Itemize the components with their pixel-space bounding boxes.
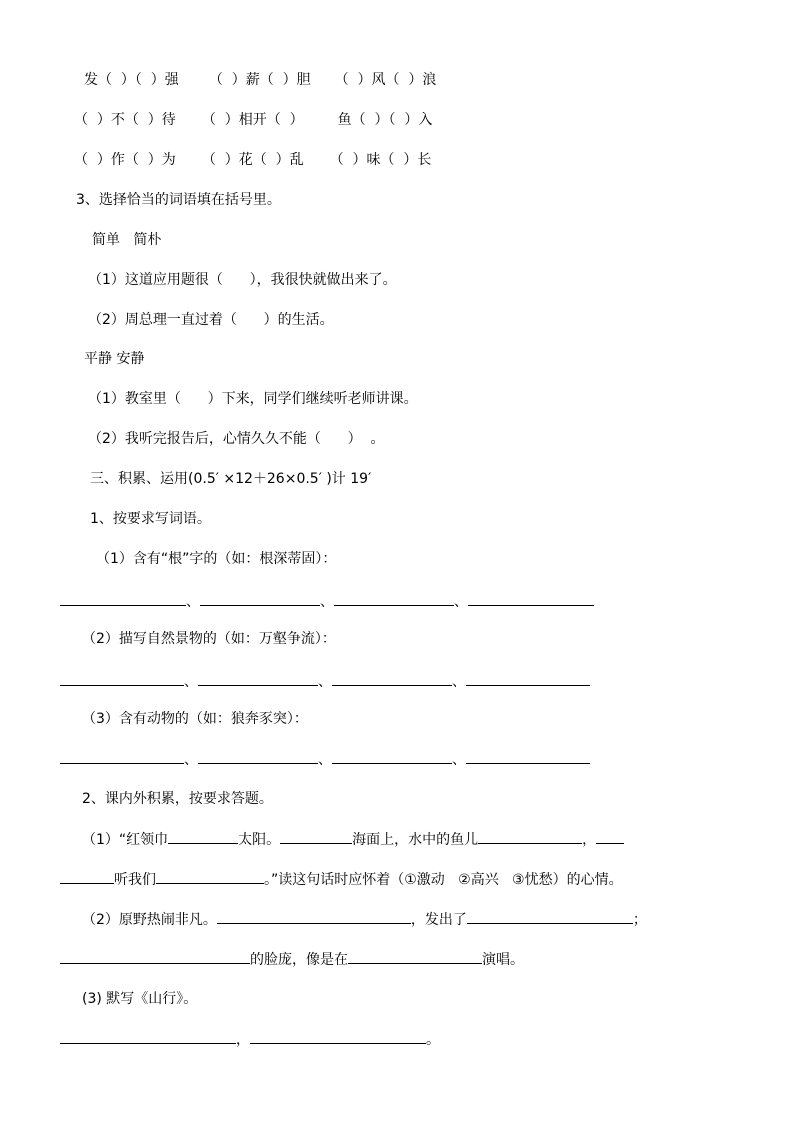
answer-blank[interactable] — [60, 869, 114, 884]
answer-blank[interactable] — [200, 591, 320, 606]
question-simple-1: （1）这道应用题很（ ），我很快就做出来了。 — [88, 272, 397, 288]
answer-blank[interactable] — [60, 671, 184, 686]
idiom-row-1 — [84, 70, 436, 90]
part-3-title: 三、积累、运用(0.5′ ×12＋26×0.5′ )计 19′ — [90, 471, 372, 487]
item-2-title: 2、课内外积累，按要求答题。 — [82, 791, 273, 807]
item-1-sub-3: （3）含有动物的（如：狼奔豕突）： — [82, 711, 308, 727]
answer-blank[interactable] — [280, 829, 352, 844]
idiom-fill-6: 鱼（ ）（ ）入 — [337, 112, 433, 128]
answer-blank[interactable] — [60, 591, 186, 606]
answer-blank[interactable] — [468, 591, 594, 606]
idiom-fill-4: （ ）不（ ）待 — [74, 112, 176, 128]
question-simple-2: （2）周总理一直过着（ ）的生活。 — [88, 312, 334, 328]
answer-blank[interactable] — [334, 591, 454, 606]
section-3-title: 3、选择恰当的词语填在括号里。 — [76, 192, 281, 208]
item-1-title: 1、按要求写词语。 — [90, 511, 211, 527]
answer-blank[interactable] — [198, 749, 318, 764]
item-1-sub-2: （2）描写自然景物的（如：万壑争流）： — [82, 631, 336, 647]
answer-blank[interactable] — [168, 829, 238, 844]
answer-blank[interactable] — [348, 949, 482, 964]
idiom-fill-2: （ ）薪（ ）胆 — [208, 72, 311, 88]
question-calm-2: （2）我听完报告后，心情久久不能（ ） 。 — [88, 431, 385, 447]
idiom-fill-1: 发（ ）（ ）强 — [84, 72, 179, 88]
item-2-q2-line-1: （2）原野热闹非凡。 ，发出了 ； — [82, 909, 647, 930]
idiom-fill-3: （ ）风（ ）浪 — [334, 72, 437, 88]
answer-blank[interactable] — [466, 671, 590, 686]
answer-blank[interactable] — [596, 829, 624, 844]
idiom-fill-8: （ ）花（ ）乱 — [201, 152, 304, 168]
idiom-fill-7: （ ）作（ ）为 — [74, 152, 176, 168]
answer-blank[interactable] — [217, 909, 411, 924]
word-pair-2: 平静 安静 — [84, 351, 145, 367]
answer-row-root: 、 、 、 — [60, 591, 594, 612]
answer-blank[interactable] — [466, 749, 590, 764]
item-2-q3-title: (3) 默写《山行》。 — [82, 991, 198, 1007]
item-1-sub-1: （1）含有“根”字的（如：根深蒂固）： — [96, 551, 337, 567]
answer-blank[interactable] — [332, 671, 452, 686]
question-calm-1: （1）教室里（ ）下来，同学们继续听老师讲课。 — [88, 391, 418, 407]
answer-blank[interactable] — [60, 749, 184, 764]
answer-blank[interactable] — [250, 1029, 426, 1044]
item-2-q3-answer: ， 。 — [60, 1029, 440, 1050]
item-2-q2-line-2: 的脸庞，像是在 演唱。 — [60, 949, 524, 970]
answer-blank[interactable] — [478, 829, 582, 844]
idiom-row-3 — [74, 150, 431, 170]
item-2-q1-line-1: （1）“红领巾 太阳。 海面上，水中的鱼儿 ， — [82, 829, 624, 850]
item-2-q1-line-2: 听我们 。”读这句话时应怀着（①激动 ②高兴 ③忧愁）的心情。 — [60, 869, 623, 890]
answer-row-animal: 、 、 、 — [60, 749, 590, 770]
answer-blank[interactable] — [156, 869, 264, 884]
idiom-fill-9: （ ）味（ ）长 — [329, 152, 432, 168]
idiom-row-2 — [74, 110, 432, 130]
answer-blank[interactable] — [198, 671, 318, 686]
answer-blank[interactable] — [467, 909, 633, 924]
word-pair-1: 简单 简朴 — [92, 232, 162, 248]
answer-blank[interactable] — [60, 949, 250, 964]
answer-blank[interactable] — [332, 749, 452, 764]
answer-row-nature: 、 、 、 — [60, 671, 590, 692]
idiom-fill-5: （ ）相开（ ） — [201, 112, 304, 128]
answer-blank[interactable] — [60, 1029, 236, 1044]
